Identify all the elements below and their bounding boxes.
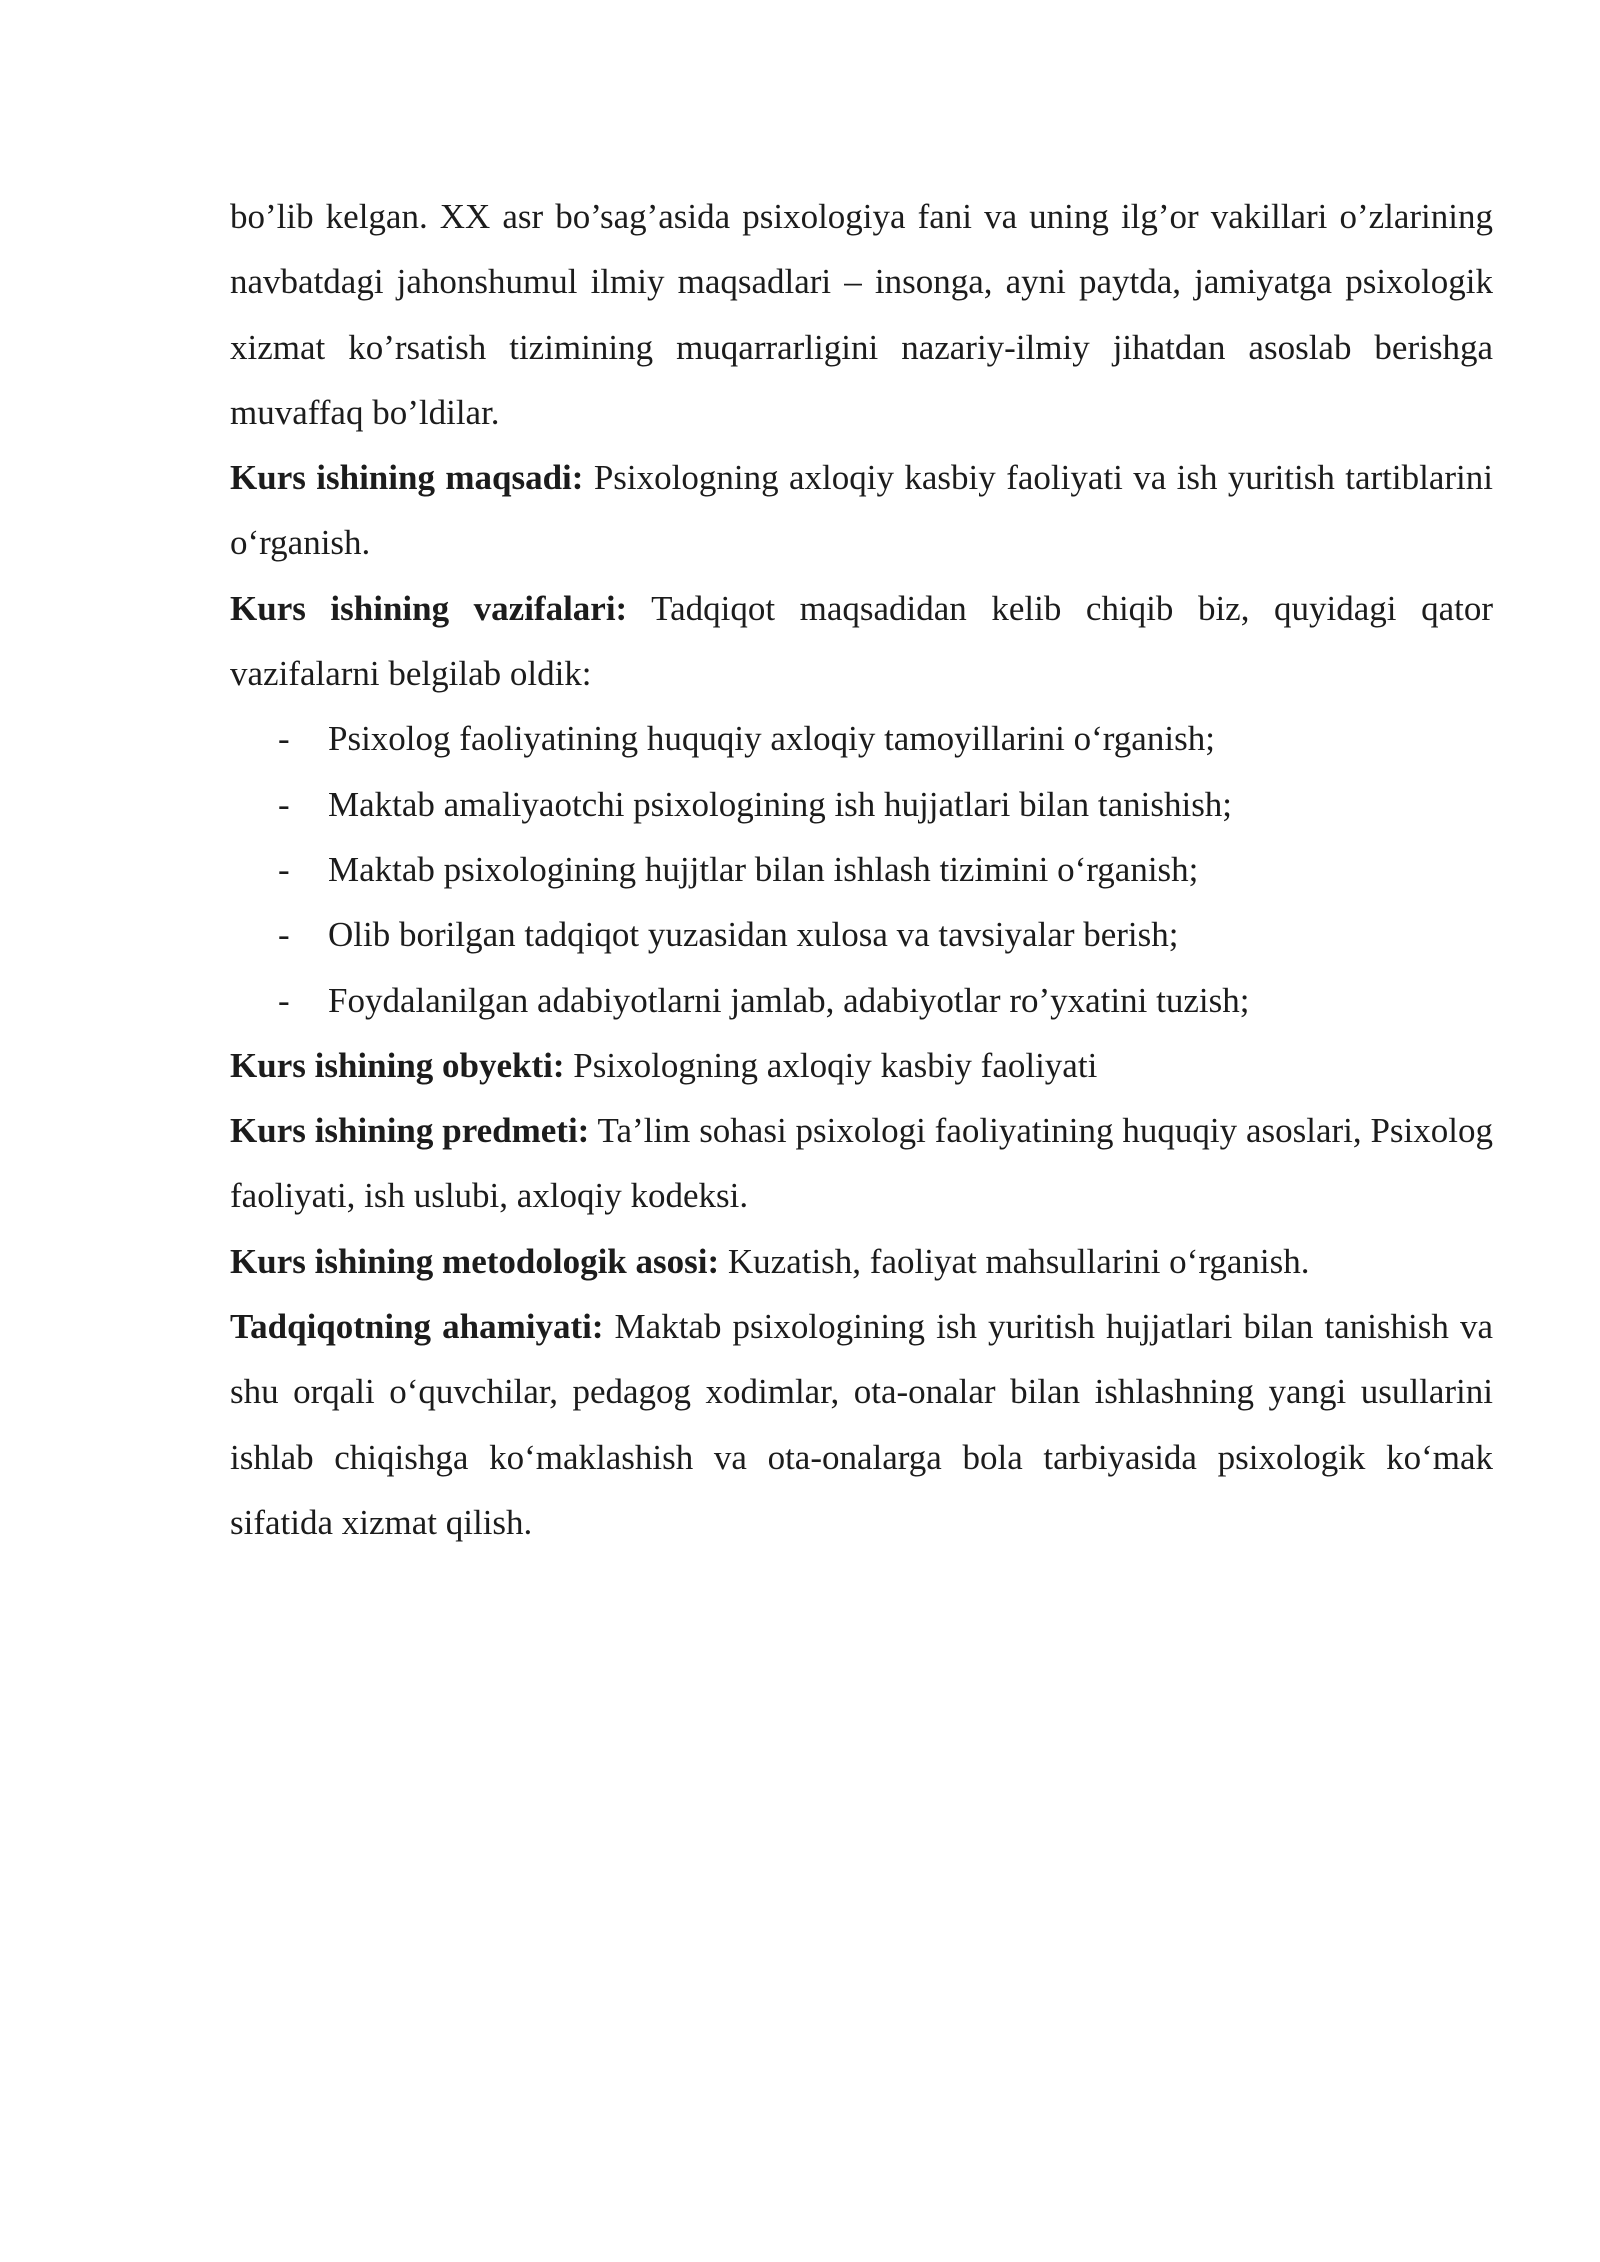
- tasks-text: Tadqiqot maqsadidan kelib chiqib biz, quyidagi qator vazifalarni belgilab oldik:: [230, 588, 1493, 694]
- list-dash: -: [278, 849, 290, 889]
- list-dash: -: [278, 915, 290, 955]
- list-item: [230, 968, 1493, 1033]
- list-item: [230, 902, 1493, 967]
- intro-paragraph: bo’lib kelgan. XX asr bo’sag’asida psixologiya fani va uning ilg’or vakillari o’zlarining navbatdagi jahonshumul ilmiy maqsadlari – insonga, ayni paytda, jamiyatga psixologik xizmat ko’rsatish tizimining muqarrarligini nazariy-ilmiy jihatdan asoslab berishga muvaffaq bo’ldilar.: [230, 197, 1493, 432]
- list-item-text: Maktab amaliyaotchi psixologining ish hujjatlari bilan tanishish;: [328, 784, 1233, 824]
- list-item-text: Psixolog faoliyatining huquqiy axloqiy tamoyillarini o‘rganish;: [328, 719, 1215, 759]
- subject-paragraph: [230, 1098, 1493, 1229]
- tasks-paragraph: [230, 576, 1493, 707]
- methodology-label: Kurs ishining metodologik asosi:: [230, 1241, 720, 1281]
- task-list: [230, 706, 1493, 1032]
- object-label: Kurs ishining obyekti:: [230, 1045, 565, 1085]
- goal-label: Kurs ishining maqsadi:: [230, 458, 584, 498]
- list-item-text: Foydalanilgan adabiyotlarni jamlab, adabiyotlar ro’yxatini tuzish;: [328, 980, 1250, 1020]
- subject-text: Ta’lim sohasi psixologi faoliyatining huquqiy asoslari, Psixolog faoliyati, ish uslubi, axloqiy kodeksi.: [230, 1111, 1493, 1216]
- significance-label: Tadqiqotning ahamiyati:: [230, 1307, 604, 1347]
- methodology-text: Kuzatish, faoliyat mahsullarini o‘rganish.: [719, 1241, 1310, 1281]
- list-dash: -: [278, 784, 290, 824]
- list-item: [230, 772, 1493, 837]
- document-body: [230, 184, 1493, 1555]
- list-dash: -: [278, 719, 290, 759]
- list-item: [230, 706, 1493, 771]
- goal-text: Psixologning axloqiy kasbiy faoliyati va ish yuritish tartiblarini o‘rganish.: [230, 458, 1493, 563]
- methodology-paragraph: [230, 1229, 1493, 1294]
- goal-paragraph: [230, 445, 1493, 576]
- subject-label: Kurs ishining predmeti:: [230, 1111, 590, 1151]
- object-paragraph: [230, 1033, 1493, 1098]
- significance-text: Maktab psixologining ish yuritish hujjatlari bilan tanishish va shu orqali o‘quvchilar, pedagog xodimlar, ota-onalar bilan ishlashning yangi usullarini ishlab chiqishga ko‘maklashish va ota-onalarga bola tarbiyasida psixologik ko‘mak sifatida xizmat qilish.: [230, 1307, 1493, 1542]
- list-dash: -: [278, 980, 290, 1020]
- list-item-text: Olib borilgan tadqiqot yuzasidan xulosa va tavsiyalar berish;: [328, 915, 1179, 955]
- object-text: Psixologning axloqiy kasbiy faoliyati: [564, 1045, 1098, 1085]
- list-item: [230, 837, 1493, 902]
- list-item-text: Maktab psixologining hujjtlar bilan ishlash tizimini o‘rganish;: [328, 849, 1199, 889]
- significance-paragraph: [230, 1294, 1493, 1555]
- tasks-label: Kurs ishining vazifalari:: [230, 588, 628, 628]
